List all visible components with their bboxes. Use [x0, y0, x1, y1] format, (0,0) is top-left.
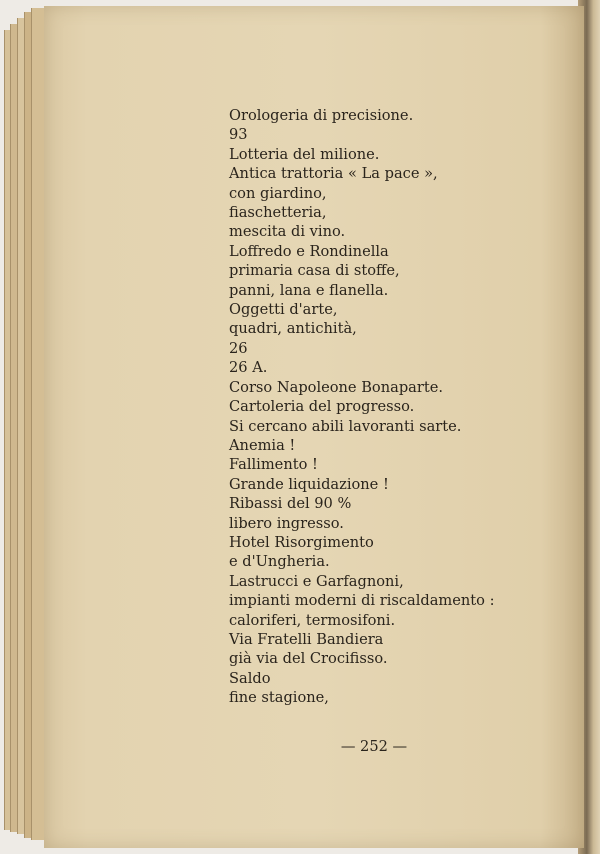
text-line: Via Fratelli Bandiera: [229, 630, 384, 648]
text-line: primaria casa di stoffe,: [229, 262, 400, 280]
text-line: Hotel Risorgimento: [229, 533, 374, 551]
text-line: e d'Ungheria.: [229, 553, 330, 571]
text-line: Antica trattoria « La pace »,: [229, 165, 438, 183]
text-line: Loffredo e Rondinella: [229, 242, 389, 260]
text-line: Corso Napoleone Bonaparte.: [229, 378, 443, 396]
text-line: Oggetti d'arte,: [229, 301, 338, 319]
text-line: già via del Crocifisso.: [229, 650, 388, 668]
text-line: caloriferi, termosifoni.: [229, 611, 396, 629]
text-line: libero ingresso.: [229, 514, 344, 532]
page-number: — 252 —: [340, 738, 408, 755]
text-line: quadri, antichità,: [229, 320, 357, 338]
text-line: fiaschetteria,: [229, 204, 327, 222]
text-line: mescita di vino.: [229, 223, 346, 241]
text-line: Si cercano abili lavoranti sarte.: [229, 417, 462, 435]
text-line: 26: [229, 339, 248, 357]
text-line: con giardino,: [229, 184, 327, 202]
text-line: Anemia !: [229, 436, 296, 454]
text-line: fine stagione,: [229, 689, 329, 707]
text-line: Fallimento !: [229, 456, 318, 474]
text-line: Grande liquidazione !: [229, 475, 389, 493]
text-line: panni, lana e flanella.: [229, 281, 389, 299]
text-line: 26 A.: [229, 359, 268, 377]
text-line: Lotteria del milione.: [229, 145, 380, 163]
text-line: Saldo: [229, 669, 271, 687]
poem-text: [229, 106, 589, 708]
text-line: Cartoleria del progresso.: [229, 398, 415, 416]
text-line: Orologeria di precisione.: [229, 107, 414, 124]
text-line: 93: [229, 126, 248, 144]
text-line: Lastrucci e Garfagnoni,: [229, 572, 404, 590]
book-page: [44, 6, 584, 848]
text-line: Ribassi del 90 %: [229, 495, 352, 513]
text-line: impianti moderni di riscaldamento :: [229, 592, 495, 610]
